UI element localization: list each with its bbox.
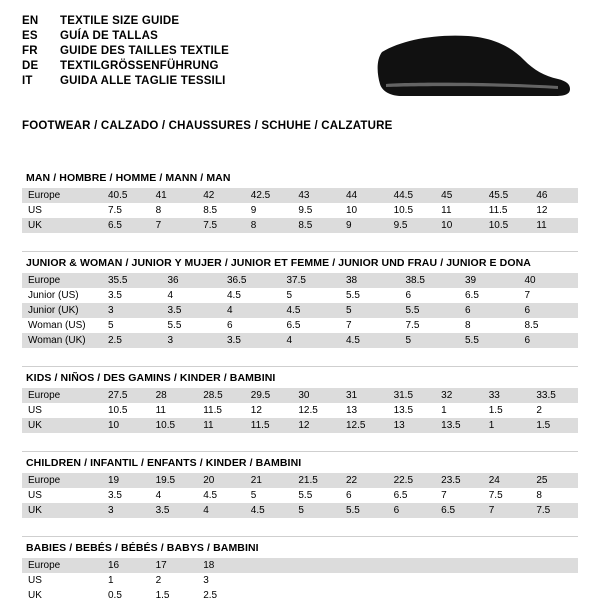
- cell: 8: [150, 203, 198, 218]
- row-label: Woman (US): [22, 318, 102, 333]
- cell: 5.5: [340, 503, 388, 518]
- language-row: [22, 31, 229, 46]
- cell: 25: [530, 473, 578, 488]
- cell: 7.5: [197, 218, 245, 233]
- cell: 20: [197, 473, 245, 488]
- cell-empty: [483, 588, 531, 603]
- cell: 33: [483, 388, 531, 403]
- row-label: Europe: [22, 558, 102, 573]
- cell: 36: [162, 273, 222, 288]
- cell: 41: [150, 188, 198, 203]
- row-label: UK: [22, 218, 102, 233]
- cell: 6: [519, 303, 579, 318]
- cell: 10.5: [388, 203, 436, 218]
- cell-empty: [245, 588, 293, 603]
- cell: 3.5: [102, 288, 162, 303]
- group-man: [22, 172, 578, 233]
- cell: 33.5: [530, 388, 578, 403]
- language-title: GUIDA ALLE TAGLIE TESSILI: [60, 75, 226, 87]
- cell-empty: [292, 558, 340, 573]
- cell: 7: [340, 318, 400, 333]
- cell: 45.5: [483, 188, 531, 203]
- cell-empty: [388, 588, 436, 603]
- language-code: IT: [22, 75, 33, 87]
- row-label: Europe: [22, 388, 102, 403]
- cell: 4.5: [221, 288, 281, 303]
- cell-empty: [388, 573, 436, 588]
- cell-empty: [483, 573, 531, 588]
- language-code: ES: [22, 30, 38, 42]
- cell: 4: [150, 488, 198, 503]
- cell: 12.5: [340, 418, 388, 433]
- cell: 10: [435, 218, 483, 233]
- cell: 23.5: [435, 473, 483, 488]
- cell: 21.5: [292, 473, 340, 488]
- row-label: Europe: [22, 473, 102, 488]
- row-label: Europe: [22, 188, 102, 203]
- cell: 8.5: [197, 203, 245, 218]
- table-row: [22, 573, 578, 588]
- cell: 13: [388, 418, 436, 433]
- cell: 6: [340, 488, 388, 503]
- cell: 39: [459, 273, 519, 288]
- language-title: GUIDE DES TAILLES TEXTILE: [60, 45, 229, 57]
- row-label: US: [22, 203, 102, 218]
- cell: 10: [102, 418, 150, 433]
- table-row: [22, 203, 578, 218]
- group-title: KIDS / NIÑOS / DES GAMINS / KINDER / BAMBINI: [22, 366, 578, 388]
- cell: 3: [197, 573, 245, 588]
- cell: 13.5: [435, 418, 483, 433]
- cell: 13: [340, 403, 388, 418]
- size-table-children: [22, 473, 578, 518]
- cell: 3.5: [150, 503, 198, 518]
- cell: 6.5: [435, 503, 483, 518]
- cell: 43: [292, 188, 340, 203]
- cell: 7: [483, 503, 531, 518]
- cell: 8.5: [292, 218, 340, 233]
- cell: 10.5: [150, 418, 198, 433]
- cell: 5.5: [400, 303, 460, 318]
- cell-empty: [530, 588, 578, 603]
- cell: 9: [245, 203, 293, 218]
- cell: 17: [150, 558, 198, 573]
- row-label: US: [22, 573, 102, 588]
- table-row: [22, 588, 578, 603]
- cell: 8.5: [519, 318, 579, 333]
- cell: 38: [340, 273, 400, 288]
- cell: 2.5: [102, 333, 162, 348]
- cell: 6.5: [102, 218, 150, 233]
- table-row: [22, 288, 578, 303]
- cell: 2: [530, 403, 578, 418]
- table-row: [22, 303, 578, 318]
- cell-empty: [530, 573, 578, 588]
- cell: 10.5: [102, 403, 150, 418]
- language-row: [22, 16, 229, 31]
- cell: 4: [162, 288, 222, 303]
- cell: 9.5: [292, 203, 340, 218]
- table-row: [22, 473, 578, 488]
- cell: 2: [150, 573, 198, 588]
- cell: 22.5: [388, 473, 436, 488]
- cell-empty: [435, 558, 483, 573]
- cell-empty: [292, 573, 340, 588]
- group-title: CHILDREN / INFANTIL / ENFANTS / KINDER / BAMBINI: [22, 451, 578, 473]
- table-row: [22, 188, 578, 203]
- cell: 4.5: [340, 333, 400, 348]
- cell: 27.5: [102, 388, 150, 403]
- cell: 19.5: [150, 473, 198, 488]
- cell: 3.5: [162, 303, 222, 318]
- cell: 3.5: [102, 488, 150, 503]
- cell-empty: [340, 588, 388, 603]
- cell: 3.5: [221, 333, 281, 348]
- section-heading-footwear: FOOTWEAR / CALZADO / CHAUSSURES / SCHUHE / CALZATURE: [22, 120, 393, 132]
- cell-empty: [245, 558, 293, 573]
- language-title: TEXTILGRÖSSENFÜHRUNG: [60, 60, 219, 72]
- cell: 7.5: [102, 203, 150, 218]
- row-label: Junior (US): [22, 288, 102, 303]
- cell: 5: [102, 318, 162, 333]
- cell: 44.5: [388, 188, 436, 203]
- cell: 3: [102, 303, 162, 318]
- cell: 10.5: [483, 218, 531, 233]
- cell: 11: [435, 203, 483, 218]
- cell: 4: [197, 503, 245, 518]
- language-code: EN: [22, 15, 39, 27]
- cell: 44: [340, 188, 388, 203]
- cell: 24: [483, 473, 531, 488]
- cell: 5.5: [292, 488, 340, 503]
- cell: 38.5: [400, 273, 460, 288]
- table-row: [22, 388, 578, 403]
- cell: 31.5: [388, 388, 436, 403]
- cell: 4.5: [245, 503, 293, 518]
- cell: 5: [400, 333, 460, 348]
- table-row: [22, 558, 578, 573]
- cell: 12: [245, 403, 293, 418]
- group-babies: [22, 536, 578, 603]
- table-row: [22, 273, 578, 288]
- row-label: Europe: [22, 273, 102, 288]
- cell: 5: [292, 503, 340, 518]
- cell: 5.5: [162, 318, 222, 333]
- cell: 1: [435, 403, 483, 418]
- cell: 11: [197, 418, 245, 433]
- cell-empty: [483, 558, 531, 573]
- cell: 11: [150, 403, 198, 418]
- cell: 11.5: [483, 203, 531, 218]
- group-children: [22, 451, 578, 518]
- cell: 12: [292, 418, 340, 433]
- cell: 12: [530, 203, 578, 218]
- cell: 11.5: [197, 403, 245, 418]
- cell: 45: [435, 188, 483, 203]
- row-label: Woman (UK): [22, 333, 102, 348]
- cell: 28: [150, 388, 198, 403]
- group-title: MAN / HOMBRE / HOMME / MANN / MAN: [26, 172, 231, 184]
- language-title: GUÍA DE TALLAS: [60, 30, 158, 42]
- cell: 6: [221, 318, 281, 333]
- table-row: [22, 418, 578, 433]
- cell: 9.5: [388, 218, 436, 233]
- cell: 40: [519, 273, 579, 288]
- cell: 7: [435, 488, 483, 503]
- cell: 1.5: [483, 403, 531, 418]
- group-title: BABIES / BEBÉS / BÉBÉS / BABYS / BAMBINI: [22, 536, 578, 558]
- cell: 3: [102, 503, 150, 518]
- cell: 7: [519, 288, 579, 303]
- row-label: US: [22, 403, 102, 418]
- cell: 12.5: [292, 403, 340, 418]
- cell: 18: [197, 558, 245, 573]
- cell: 7.5: [483, 488, 531, 503]
- cell-empty: [340, 573, 388, 588]
- cell: 6.5: [281, 318, 341, 333]
- cell: 8: [459, 318, 519, 333]
- dress-shoe-icon: [372, 34, 572, 100]
- cell: 31: [340, 388, 388, 403]
- row-label: UK: [22, 588, 102, 603]
- table-row: [22, 218, 578, 233]
- cell: 1: [483, 418, 531, 433]
- cell-empty: [292, 588, 340, 603]
- row-label: UK: [22, 503, 102, 518]
- cell: 8: [245, 218, 293, 233]
- cell: 29.5: [245, 388, 293, 403]
- group-junior-woman: [22, 251, 578, 348]
- cell: 5: [281, 288, 341, 303]
- cell: 37.5: [281, 273, 341, 288]
- cell: 9: [340, 218, 388, 233]
- cell: 46: [530, 188, 578, 203]
- cell: 2.5: [197, 588, 245, 603]
- document-header: [22, 16, 578, 106]
- cell: 5.5: [459, 333, 519, 348]
- language-row: [22, 46, 229, 61]
- cell: 42: [197, 188, 245, 203]
- cell: 4: [281, 333, 341, 348]
- cell: 5: [245, 488, 293, 503]
- cell-empty: [388, 558, 436, 573]
- cell: 4: [221, 303, 281, 318]
- table-row: [22, 503, 578, 518]
- cell: 11.5: [245, 418, 293, 433]
- cell: 22: [340, 473, 388, 488]
- language-row: [22, 76, 229, 91]
- cell: 35.5: [102, 273, 162, 288]
- language-code: FR: [22, 45, 38, 57]
- size-table-man: [22, 188, 578, 233]
- table-row: [22, 488, 578, 503]
- table-row: [22, 318, 578, 333]
- cell: 1.5: [530, 418, 578, 433]
- cell: 21: [245, 473, 293, 488]
- cell: 4.5: [281, 303, 341, 318]
- cell-empty: [245, 573, 293, 588]
- row-label: UK: [22, 418, 102, 433]
- cell-empty: [435, 588, 483, 603]
- cell: 5: [340, 303, 400, 318]
- cell-empty: [435, 573, 483, 588]
- cell: 1: [102, 573, 150, 588]
- row-label: US: [22, 488, 102, 503]
- row-label: Junior (UK): [22, 303, 102, 318]
- size-table-junior-woman: [22, 273, 578, 348]
- cell: 6: [388, 503, 436, 518]
- cell: 40.5: [102, 188, 150, 203]
- cell: 3: [162, 333, 222, 348]
- size-table-kids: [22, 388, 578, 433]
- cell: 11: [530, 218, 578, 233]
- cell: 6: [400, 288, 460, 303]
- cell: 6: [459, 303, 519, 318]
- cell: 7.5: [530, 503, 578, 518]
- table-row: [22, 333, 578, 348]
- cell: 7: [150, 218, 198, 233]
- language-row: [22, 61, 229, 76]
- size-table-babies: [22, 558, 578, 603]
- cell-empty: [340, 558, 388, 573]
- cell: 42.5: [245, 188, 293, 203]
- table-row: [22, 403, 578, 418]
- cell: 10: [340, 203, 388, 218]
- cell: 7.5: [400, 318, 460, 333]
- cell: 0.5: [102, 588, 150, 603]
- cell-empty: [530, 558, 578, 573]
- cell: 30: [292, 388, 340, 403]
- language-title: TEXTILE SIZE GUIDE: [60, 15, 180, 27]
- cell: 6: [519, 333, 579, 348]
- cell: 13.5: [388, 403, 436, 418]
- cell: 5.5: [340, 288, 400, 303]
- cell: 4.5: [197, 488, 245, 503]
- group-kids: [22, 366, 578, 433]
- cell: 6.5: [388, 488, 436, 503]
- cell: 6.5: [459, 288, 519, 303]
- cell: 16: [102, 558, 150, 573]
- language-title-list: [22, 16, 229, 91]
- language-code: DE: [22, 60, 39, 72]
- cell: 32: [435, 388, 483, 403]
- cell: 36.5: [221, 273, 281, 288]
- cell: 19: [102, 473, 150, 488]
- group-title: JUNIOR & WOMAN / JUNIOR Y MUJER / JUNIOR ET FEMME / JUNIOR UND FRAU / JUNIOR E DONA: [22, 251, 578, 273]
- cell: 28.5: [197, 388, 245, 403]
- cell: 8: [530, 488, 578, 503]
- cell: 1.5: [150, 588, 198, 603]
